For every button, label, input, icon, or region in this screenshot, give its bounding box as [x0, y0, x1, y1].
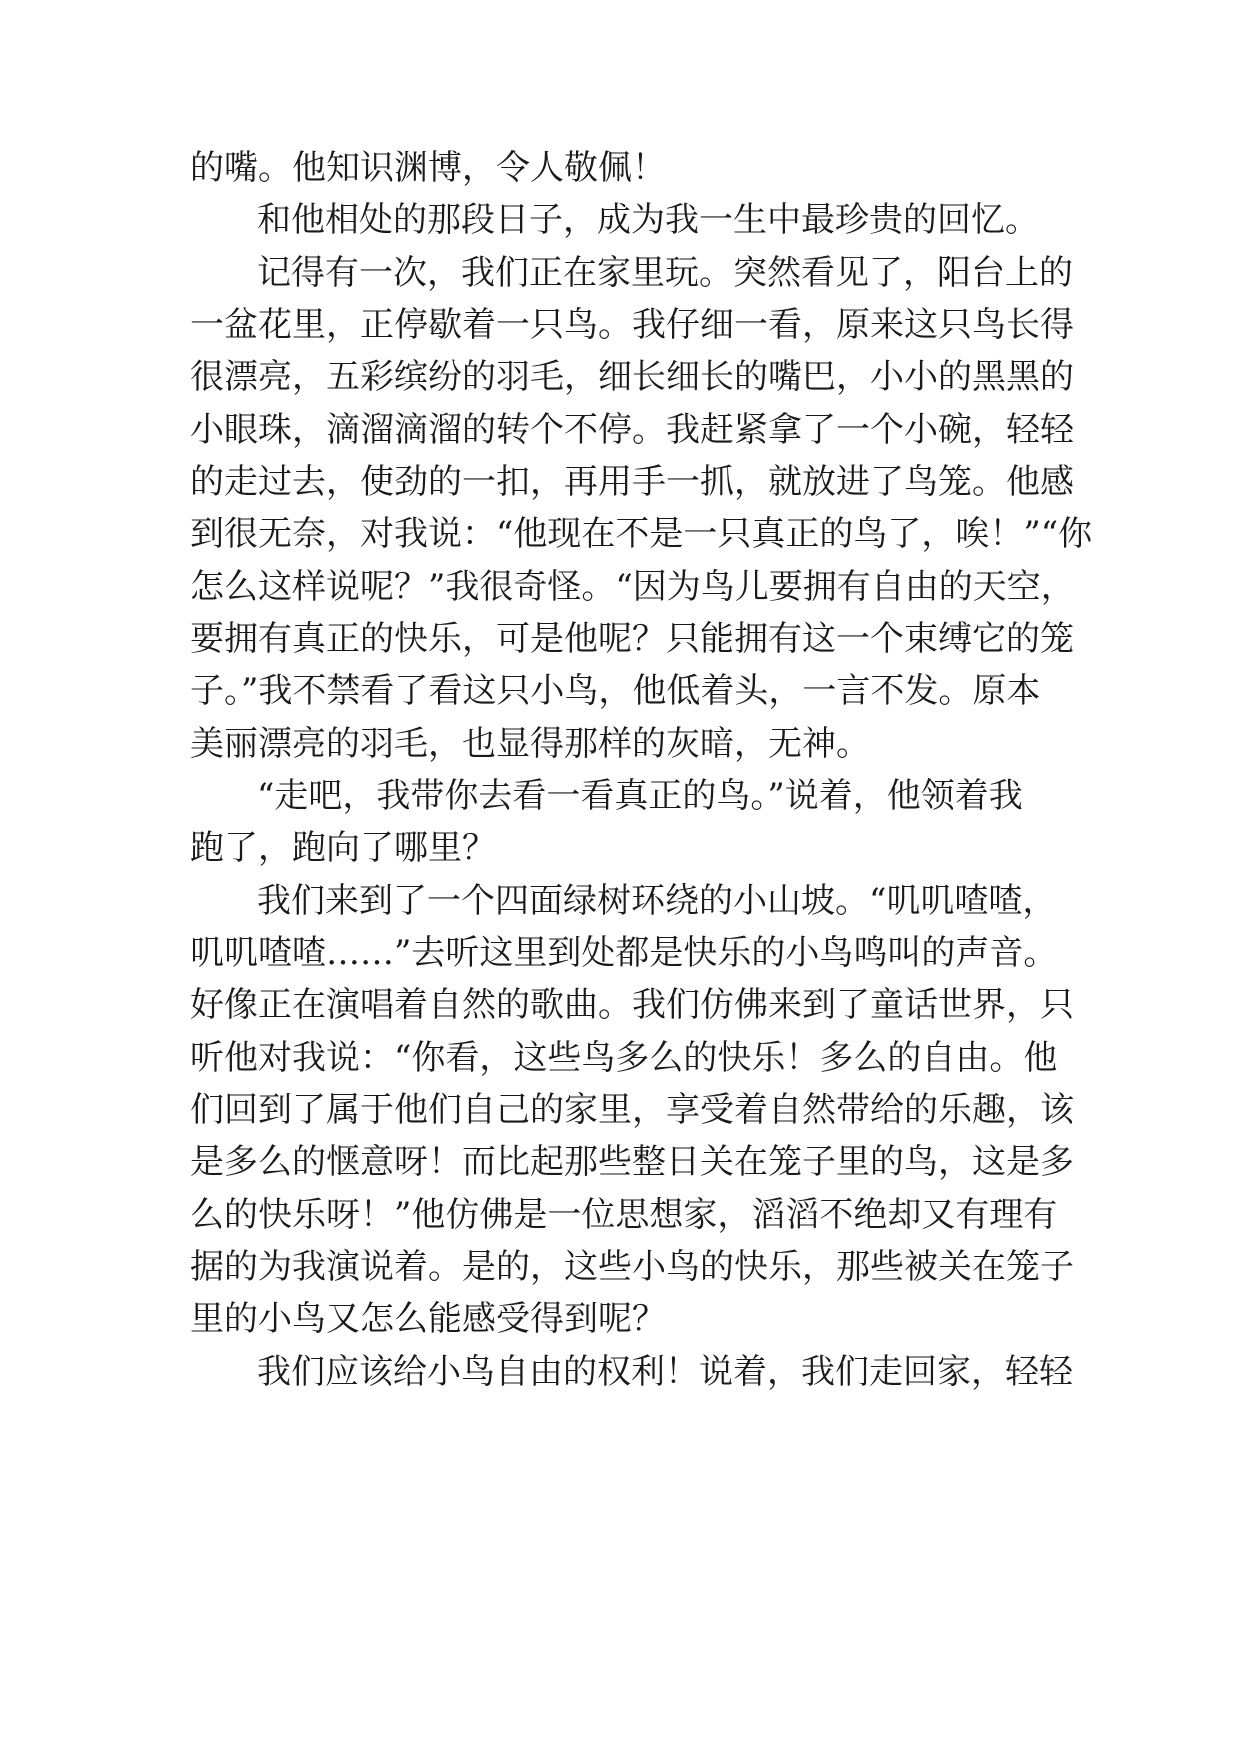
text-line-21: 么的快乐呀！”他仿佛是一位思想家，滔滔不绝却又有理有: [190, 1195, 1058, 1235]
text-line-16: 叽叽喳喳……”去听这里到处都是快乐的小鸟鸣叫的声音。: [190, 933, 1058, 973]
text-line-24: 我们应该给小鸟自由的权利！说着，我们走回家，轻轻: [257, 1352, 1073, 1392]
text-line-19: 们回到了属于他们自己的家里，享受着自然带给的乐趣，该: [190, 1090, 1074, 1130]
text-line-10: 要拥有真正的快乐，可是他呢？只能拥有这一个束缚它的笼: [190, 619, 1074, 659]
text-line-9: 怎么这样说呢？”我很奇怪。“因为鸟儿要拥有自由的天空，: [190, 567, 1075, 607]
text-line-23: 里的小鸟又怎么能感受得到呢？: [190, 1299, 666, 1339]
text-line-14: 跑了，跑向了哪里？: [190, 828, 496, 868]
text-line-7: 的走过去，使劲的一扣，再用手一抓，就放进了鸟笼。他感: [190, 462, 1074, 502]
text-line-15: 我们来到了一个四面绿树环绕的小山坡。“叽叽喳喳，: [257, 881, 1057, 921]
text-line-3: 记得有一次，我们正在家里玩。突然看见了，阳台上的: [257, 253, 1073, 293]
text-line-20: 是多么的惬意呀！而比起那些整日关在笼子里的鸟，这是多: [190, 1142, 1074, 1182]
text-line-8: 到很无奈，对我说：“他现在不是一只真正的鸟了，唉！”“你: [190, 514, 1093, 554]
text-line-18: 听他对我说：“你看，这些鸟多么的快乐！多么的自由。他: [190, 1038, 1058, 1078]
text-line-6: 小眼珠，滴溜滴溜的转个不停。我赶紧拿了一个小碗，轻轻: [190, 410, 1074, 450]
text-line-1: 的嘴。他知识渊博，令人敬佩！: [190, 148, 666, 188]
text-line-2: 和他相处的那段日子，成为我一生中最珍贵的回忆。: [257, 200, 1039, 240]
text-line-17: 好像正在演唱着自然的歌曲。我们仿佛来到了童话世界，只: [190, 985, 1074, 1025]
text-line-11: 子。”我不禁看了看这只小鸟，他低着头，一言不发。原本: [190, 671, 1041, 711]
text-line-12: 美丽漂亮的羽毛，也显得那样的灰暗，无神。: [190, 724, 870, 764]
text-line-5: 很漂亮，五彩缤纷的羽毛，细长细长的嘴巴，小小的黑黑的: [190, 357, 1074, 397]
text-line-13: “走吧，我带你去看一看真正的鸟。”说着，他领着我: [257, 776, 1023, 816]
text-line-4: 一盆花里，正停歇着一只鸟。我仔细一看，原来这只鸟长得: [190, 305, 1074, 345]
text-line-22: 据的为我演说着。是的，这些小鸟的快乐，那些被关在笼子: [190, 1247, 1074, 1287]
